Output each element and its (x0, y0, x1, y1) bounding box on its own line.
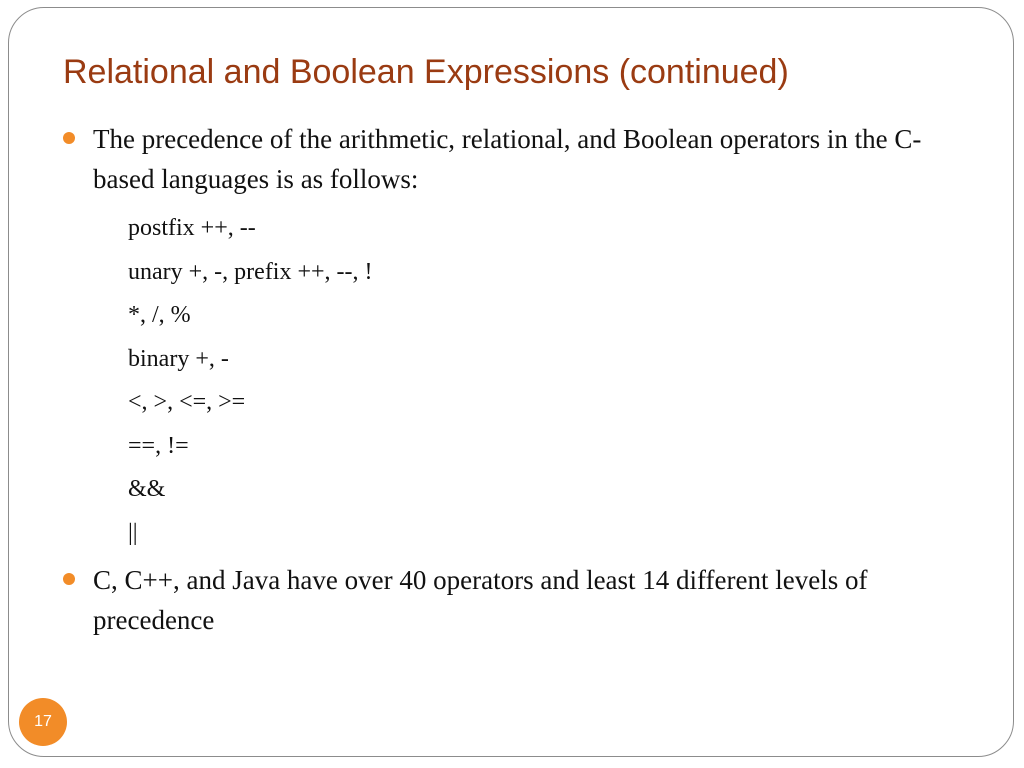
operator-precedence-list (63, 207, 983, 555)
operator-level: ==, != (128, 432, 189, 459)
operator-level: && (128, 476, 166, 502)
bullet-text: C, C++, and Java have over 40 operators and least 14 different levels of precedence (93, 565, 868, 635)
operator-level: || (128, 519, 138, 546)
operator-level: *, /, % (128, 302, 191, 328)
page-number-badge: 17 (19, 698, 67, 746)
slide-body (63, 119, 983, 640)
bullet-dot-icon (63, 573, 75, 585)
bullet-text: The precedence of the arithmetic, relational, and Boolean operators in the C-based languages is as follows: (93, 124, 922, 194)
bullet-item (63, 560, 983, 640)
operator-level: binary +, - (128, 345, 229, 372)
bullet-dot-icon (63, 132, 75, 144)
slide-title: Relational and Boolean Expressions (continued) (63, 53, 789, 91)
operator-level: <, >, <=, >= (128, 389, 246, 415)
slide (8, 7, 1014, 757)
bullet-item (63, 119, 983, 199)
operator-level: postfix ++, -- (128, 215, 256, 241)
operator-level: unary +, -, prefix ++, --, ! (128, 258, 373, 285)
